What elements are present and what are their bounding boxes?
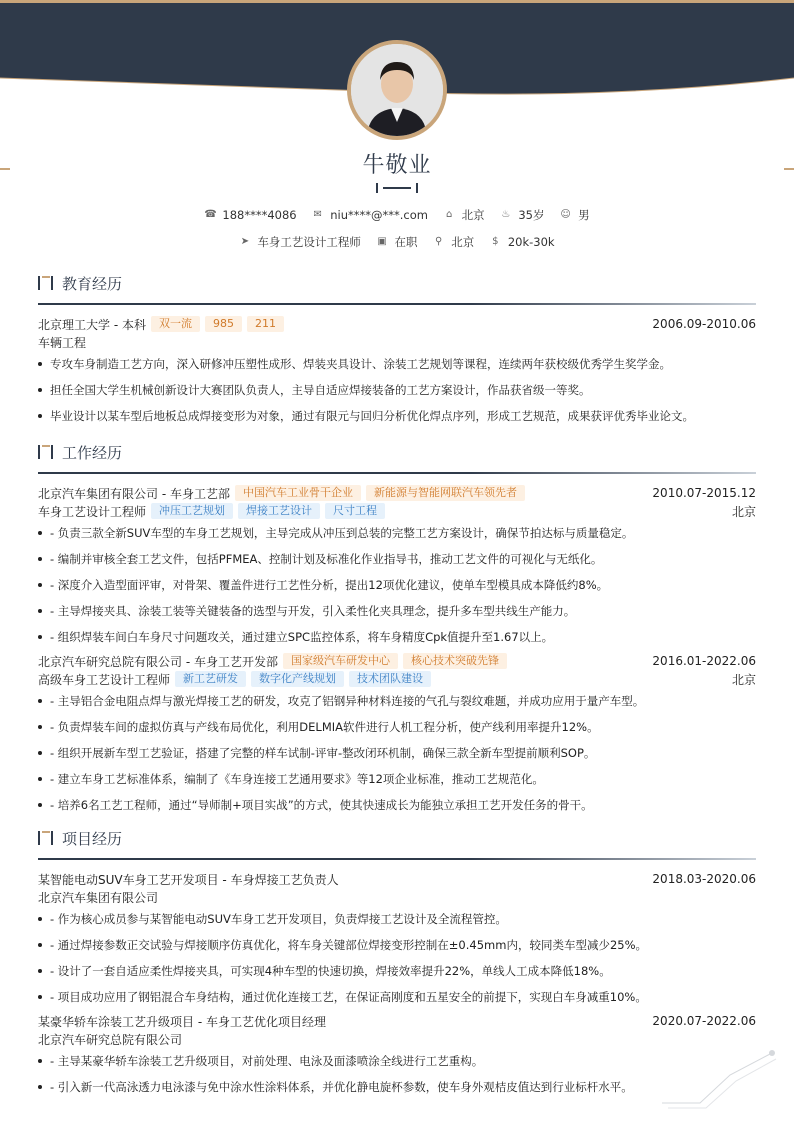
entry-header xyxy=(38,484,756,502)
entry-header xyxy=(38,652,756,670)
bullet-list xyxy=(38,906,756,1010)
list-item: 担任全国大学生机械创新设计大赛团队负责人，主导自适应焊接装备的工艺方案设计，作品获省级一等奖。 xyxy=(38,377,756,403)
salary-item xyxy=(490,235,555,249)
section-marker-icon xyxy=(38,445,54,459)
list-item: - 引入新一代高泳透力电泳漆与免中涂水性涂料体系，并优化静电旋杯参数，使车身外观桔皮值达到行业标杆水平。 xyxy=(38,1074,756,1100)
section-divider xyxy=(38,303,756,305)
bullet-list xyxy=(38,1048,756,1100)
skill-tag: 冲压工艺规划 xyxy=(151,503,233,519)
school-tag: 985 xyxy=(205,316,242,332)
skill-tag: 数字化产线规划 xyxy=(251,671,344,687)
project-entry xyxy=(38,870,756,1010)
smile-icon: ☺ xyxy=(560,209,571,220)
list-item: - 培养6名工艺工程师，通过“导师制+项目实战”的方式，使其快速成长为能独立承担工艺开发任务的骨干。 xyxy=(38,792,756,818)
skill-tag: 焊接工艺设计 xyxy=(238,503,320,519)
section-title xyxy=(38,273,756,293)
project-name: 某豪华轿车涂装工艺升级项目 - 车身工艺优化项目经理 xyxy=(38,1014,326,1029)
entry-header xyxy=(38,1012,756,1030)
list-item: 毕业设计以某车型后地板总成焊接变形为对象，通过有限元与回归分析优化焊点序列，形成工艺规范，成果获评优秀毕业论文。 xyxy=(38,403,756,429)
project-name: 某智能电动SUV车身工艺开发项目 - 车身焊接工艺负责人 xyxy=(38,872,339,887)
target-city-item xyxy=(433,234,474,250)
section-marker-icon xyxy=(38,276,54,290)
city-item xyxy=(444,207,485,223)
school-tag: 双一流 xyxy=(151,316,200,332)
salary-value: 20k-30k xyxy=(507,234,555,249)
education-section xyxy=(38,273,756,429)
org-row xyxy=(38,888,756,906)
bullet-list xyxy=(38,351,756,429)
entry-header xyxy=(38,870,756,888)
mail-icon: ✉ xyxy=(313,209,322,220)
project-org: 北京汽车集团有限公司 xyxy=(38,890,159,905)
company-tag: 中国汽车工业骨干企业 xyxy=(235,485,361,501)
cake-icon: ♨ xyxy=(501,209,511,220)
entry-date: 2016.01-2022.06 xyxy=(652,654,756,668)
entry-date: 2020.07-2022.06 xyxy=(652,1014,756,1028)
email-item xyxy=(312,208,428,222)
phone-icon: ☎ xyxy=(204,209,217,220)
role-title: 车身工艺设计工程师 xyxy=(38,504,147,519)
list-item: - 主导铝合金电阻点焊与激光焊接工艺的研发，攻克了铝钢异种材料连接的气孔与裂纹难题，并成功应用于量产车型。 xyxy=(38,688,756,714)
entry-date: 2006.09-2010.06 xyxy=(652,317,756,331)
entry-date: 2018.03-2020.06 xyxy=(652,872,756,886)
send-icon: ➤ xyxy=(240,236,250,247)
bullet-list xyxy=(38,520,756,650)
section-title xyxy=(38,442,756,462)
avatar xyxy=(347,40,447,140)
age-item xyxy=(500,207,544,223)
candidate-name: 牛敬业 xyxy=(362,153,432,178)
status-item xyxy=(377,234,418,250)
work-entry xyxy=(38,652,756,818)
list-item: - 主导某豪华轿车涂装工艺升级项目，对前处理、电泳及面漆喷涂全线进行工艺重构。 xyxy=(38,1048,756,1074)
list-item: - 组织开展新车型工艺验证，搭建了完整的样车试制-评审-整改闭环机制，确保三款全新车型提前顺利SOP。 xyxy=(38,740,756,766)
skill-tag: 尺寸工程 xyxy=(325,503,385,519)
list-item: - 负责三款全新SUV车型的车身工艺规划，主导完成从冲压到总装的完整工艺方案设计，确保节拍达标与质量稳定。 xyxy=(38,520,756,546)
age-value: 35岁 xyxy=(518,207,545,222)
education-title: 教育经历 xyxy=(62,274,123,293)
list-item: - 作为核心成员参与某智能电动SUV车身工艺开发项目，负责焊接工艺设计及全流程管控。 xyxy=(38,906,756,932)
city-value: 北京 xyxy=(461,207,485,222)
section-marker-icon xyxy=(38,831,54,845)
company-tag: 核心技术突破先锋 xyxy=(403,653,507,669)
email-value: niu****@***.com xyxy=(330,207,428,222)
role-title: 高级车身工艺设计工程师 xyxy=(38,672,171,687)
name-divider xyxy=(376,182,418,194)
position-value: 车身工艺设计工程师 xyxy=(257,234,361,249)
target-city-value: 北京 xyxy=(451,234,475,249)
company-name: 北京汽车集团有限公司 - 车身工艺部 xyxy=(38,486,230,501)
work-title: 工作经历 xyxy=(62,443,123,462)
list-item: 专攻车身制造工艺方向，深入研修冲压塑性成形、焊装夹具设计、涂装工艺规划等课程，连续两年获校级优秀学生奖学金。 xyxy=(38,351,756,377)
list-item: - 编制并审核全套工艺文件，包括PFMEA、控制计划及标准化作业指导书，推动工艺文件的可视化与无纸化。 xyxy=(38,546,756,572)
list-item: - 主导焊接夹具、涂装工装等关键装备的选型与开发，引入柔性化夹具理念，提升多车型共线生产能力。 xyxy=(38,598,756,624)
status-value: 在职 xyxy=(394,234,418,249)
list-item: - 深度介入造型面评审，对骨架、覆盖件进行工艺性分析，提出12项优化建议，使单车型模具成本降低约8%。 xyxy=(38,572,756,598)
role-row xyxy=(38,670,756,688)
project-entry xyxy=(38,1012,756,1100)
company-name: 北京汽车研究总院有限公司 - 车身工艺开发部 xyxy=(38,654,278,669)
company-tag: 新能源与智能网联汽车领先者 xyxy=(366,485,525,501)
education-entry xyxy=(38,315,756,429)
major: 车辆工程 xyxy=(38,335,87,350)
role-row xyxy=(38,502,756,520)
work-section xyxy=(38,442,756,818)
projects-title: 项目经历 xyxy=(62,829,123,848)
projects-section xyxy=(38,828,756,1100)
bullet-list xyxy=(38,688,756,818)
gender-value: 男 xyxy=(578,207,590,222)
org-row xyxy=(38,1030,756,1048)
list-item: - 通过焊接参数正交试验与焊接顺序仿真优化，将车身关键部位焊接变形控制在±0.45mm内，较同类车型减少25%。 xyxy=(38,932,756,958)
location-icon: ⚲ xyxy=(435,236,443,247)
company-tag: 国家级汽车研发中心 xyxy=(283,653,398,669)
list-item: - 项目成功应用了钢铝混合车身结构，通过优化连接工艺，在保证高刚度和五星安全的前提下，实现白车身减重10%。 xyxy=(38,984,756,1010)
section-divider xyxy=(38,858,756,860)
work-city: 北京 xyxy=(731,504,756,519)
project-org: 北京汽车研究总院有限公司 xyxy=(38,1032,183,1047)
work-entry xyxy=(38,484,756,650)
money-icon: $ xyxy=(492,236,499,247)
list-item: - 负责焊装车间的虚拟仿真与产线布局优化，利用DELMIA软件进行人机工程分析，使产线利用率提升12%。 xyxy=(38,714,756,740)
major-row xyxy=(38,333,756,351)
contact-row xyxy=(0,206,794,223)
corner-decoration xyxy=(660,1045,780,1110)
phone-value: 188****4086 xyxy=(222,207,297,222)
list-item: - 建立车身工艺标准体系，编制了《车身连接工艺通用要求》等12项企业标准，推动工艺规范化。 xyxy=(38,766,756,792)
school-tag: 211 xyxy=(247,316,284,332)
briefcase-icon: ▣ xyxy=(377,236,387,247)
entry-header xyxy=(38,315,756,333)
skill-tag: 新工艺研发 xyxy=(175,671,246,687)
section-divider xyxy=(38,472,756,474)
job-intent-row xyxy=(0,233,794,250)
skill-tag: 技术团队建设 xyxy=(349,671,431,687)
work-city: 北京 xyxy=(731,672,756,687)
list-item: - 设计了一套自适应柔性焊接夹具，可实现4种车型的快速切换，焊接效率提升22%，单线人工成本降低18%。 xyxy=(38,958,756,984)
home-icon: ⌂ xyxy=(445,209,453,220)
school-name: 北京理工大学 - 本科 xyxy=(38,317,146,332)
phone-item xyxy=(204,208,296,222)
list-item: - 组织焊装车间白车身尺寸问题攻关，通过建立SPC监控体系，将车身精度Cpk值提升至1.67以上。 xyxy=(38,624,756,650)
position-item xyxy=(239,234,361,250)
gender-item xyxy=(560,207,590,223)
entry-date: 2010.07-2015.12 xyxy=(652,486,756,500)
section-title xyxy=(38,828,756,848)
